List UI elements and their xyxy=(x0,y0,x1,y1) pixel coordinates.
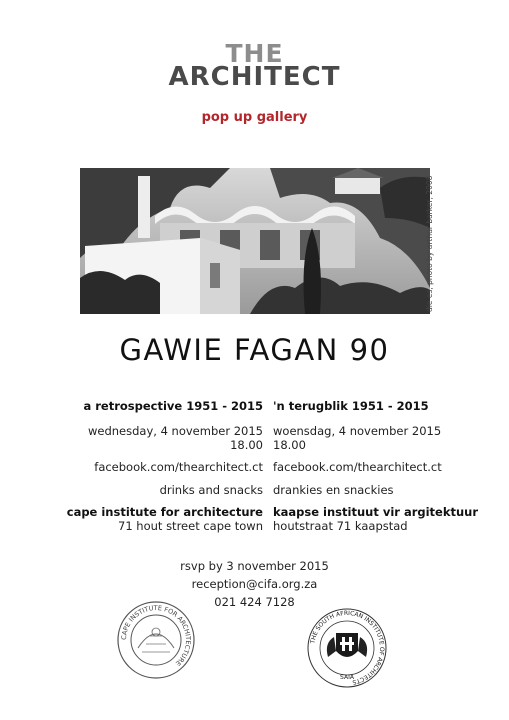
logo-the: THE xyxy=(225,39,284,68)
cifa-seal-icon xyxy=(116,600,196,680)
saia-seal-icon xyxy=(306,607,388,689)
afrikaans-refreshments: drankies en snackies xyxy=(273,483,394,497)
english-date: wednesday, 4 november 2015 xyxy=(87,424,263,438)
afrikaans-time: 18.00 xyxy=(273,438,306,452)
headline: GAWIE FAGAN 90 xyxy=(119,333,390,367)
logo-architect: ARCHITECT xyxy=(168,62,341,92)
rsvp-phone: 021 424 7128 xyxy=(214,595,295,609)
afrikaans-date: woensdag, 4 november 2015 xyxy=(273,424,442,438)
svg-text:THE SOUTH AFRICAN INSTITUTE OF: THE SOUTH AFRICAN INSTITUTE OF ARCHITECTS xyxy=(309,609,386,686)
english-time: 18.00 xyxy=(230,438,263,452)
subtitle: pop up gallery xyxy=(201,110,308,125)
english-title: a retrospective 1951 - 2015 xyxy=(83,399,263,413)
afrikaans-venue: kaapse instituut vir argitektuur xyxy=(273,505,479,519)
photo-credit: die es, photo by arthur barker, 2008 xyxy=(425,175,434,312)
english-facebook[interactable]: facebook.com/thearchitect.ct xyxy=(94,460,263,474)
english-refreshments: drinks and snacks xyxy=(159,483,263,497)
english-venue: cape institute for architecture xyxy=(66,505,263,519)
svg-text:SAIA: SAIA xyxy=(340,674,354,681)
building-photo xyxy=(80,168,430,314)
afrikaans-facebook[interactable]: facebook.com/thearchitect.ct xyxy=(273,460,442,474)
afrikaans-title: 'n terugblik 1951 - 2015 xyxy=(273,399,429,413)
rsvp-by: rsvp by 3 november 2015 xyxy=(180,559,329,573)
svg-text:CAPE INSTITUTE FOR ARCHITECTUR: CAPE INSTITUTE FOR ARCHITECTURE xyxy=(119,603,193,668)
rsvp-email[interactable]: reception@cifa.org.za xyxy=(191,577,318,591)
english-address: 71 hout street cape town xyxy=(118,519,263,533)
afrikaans-address: houtstraat 71 kaapstad xyxy=(273,519,408,533)
